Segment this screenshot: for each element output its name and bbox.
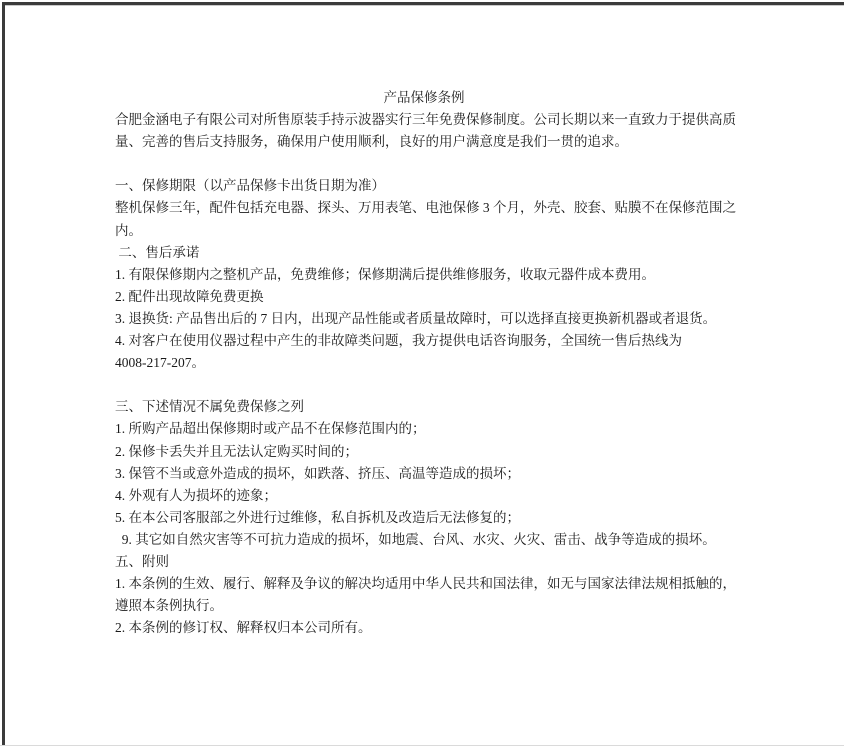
document-line: 4. 外观有人为损坏的迹象； — [115, 487, 277, 503]
section-heading-line: 二、售后承诺 — [115, 244, 200, 260]
document-title: 产品保修条例 — [383, 90, 465, 105]
document-line: 2. 保修卡丢失并且无法认定购买时间的； — [115, 443, 358, 459]
document-line: 5. 在本公司客服部之外进行过维修，私自拆机及改造后无法修复的； — [115, 509, 520, 525]
document-line: 1. 有限保修期内之整机产品，免费维修；保修期满后提供维修服务，收取元器件成本费用。 — [115, 266, 655, 282]
section-heading-line: 三、下述情况不属免费保修之列 — [115, 399, 304, 415]
document-line: 2. 本条例的修订权、解释权归本公司所有。 — [115, 620, 372, 636]
document-line: 遵照本条例执行。 — [115, 598, 223, 614]
document-line: 1. 所购产品超出保修期时或产品不在保修范围内的； — [115, 421, 426, 437]
document-line: 合肥金涵电子有限公司对所售原装手持示波器实行三年免费保修制度。公司长期以来一直致力于提供高质 — [115, 112, 736, 128]
section-heading-line: 五、附则 — [115, 553, 169, 569]
document-line: 2. 配件出现故障免费更换 — [115, 288, 264, 304]
document-line: 3. 保管不当或意外造成的损坏，如跌落、挤压、高温等造成的损坏； — [115, 465, 520, 481]
document-line: 1. 本条例的生效、履行、解释及争议的解决均适用中华人民共和国法律，如无与国家法律法规相抵触的， — [115, 576, 736, 592]
document-line: 整机保修三年，配件包括充电器、探头、万用表笔、电池保修 3 个月，外壳、胶套、贴膜不在保修范围之 — [115, 200, 736, 216]
document-content — [115, 87, 736, 639]
document-line: 4. 对客户在使用仪器过程中产生的非故障类问题，我方提供电话咨询服务，全国统一售后热线为 — [115, 333, 682, 349]
document-line: 9. 其它如自然灾害等不可抗力造成的损坏，如地震、台风、水灾、火灾、雷击、战争等造成的损坏。 — [115, 531, 716, 547]
document-line: 内。 — [115, 222, 142, 238]
blank-line — [115, 374, 733, 396]
document-line: 量、完善的售后支持服务，确保用户使用顺利，良好的用户满意度是我们一贯的追求。 — [115, 134, 628, 150]
blank-line — [115, 153, 733, 175]
document-line: 4008-217-207。 — [115, 355, 205, 371]
document-line: 3. 退换货: 产品售出后的 7 日内，出现产品性能或者质量故障时，可以选择直接更换新机器或者退货。 — [115, 310, 717, 326]
page-top-border-shadow — [2, 5, 844, 6]
page-left-border — [2, 2, 5, 746]
section-heading-line: 一、保修期限（以产品保修卡出货日期为准） — [115, 178, 385, 194]
